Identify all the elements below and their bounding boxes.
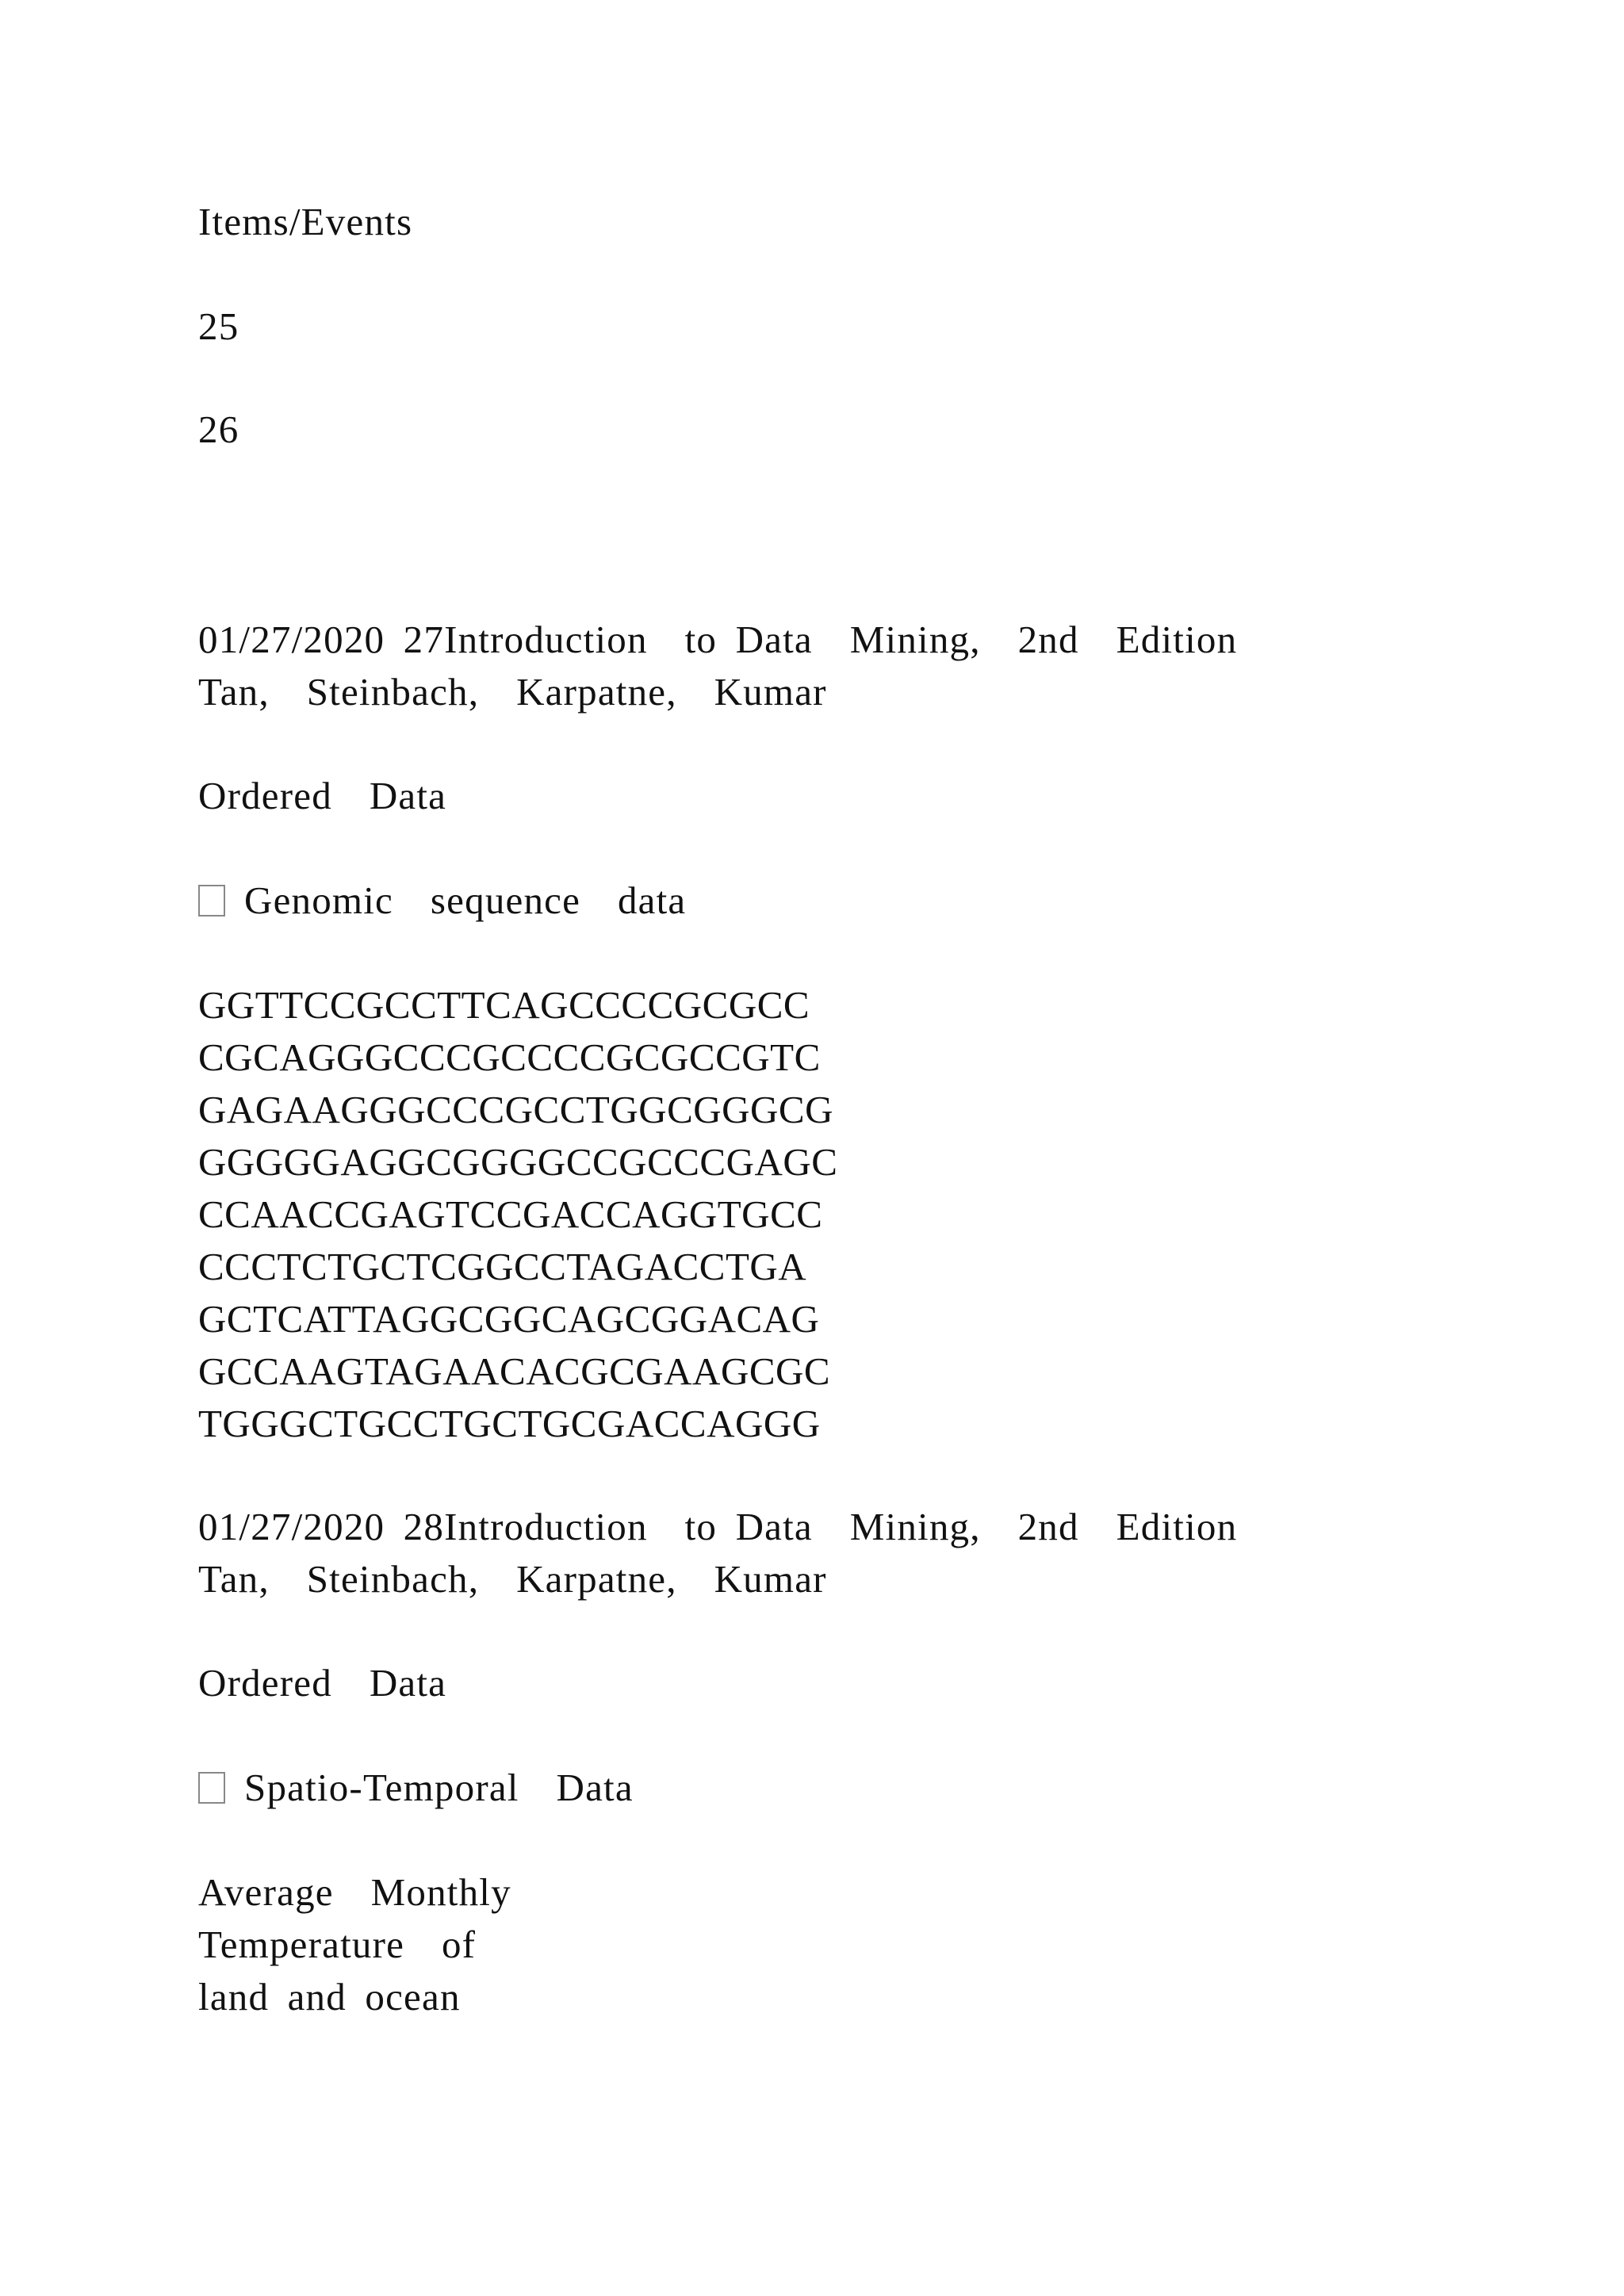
slide28-title: Ordered Data bbox=[198, 1661, 447, 1705]
sequence-line: GGGGGAGGCGGGGCCGCCCGAGC bbox=[198, 1140, 838, 1184]
sequence-line: GCTCATTAGGCGGCAGCGGACAG bbox=[198, 1297, 820, 1341]
sequence-line: GAGAAGGGCCCGCCTGGCGGGCG bbox=[198, 1088, 834, 1131]
slide27-bullet bbox=[198, 874, 686, 927]
slide27-bullet-text: Genomic sequence data bbox=[244, 878, 687, 922]
sequence-line: GCCAAGTAGAACACGCGAAGCGC bbox=[198, 1349, 831, 1393]
slide28-footer-line2: Tan, Steinbach, Karpatne, Kumar bbox=[198, 1557, 827, 1601]
caption-line: land and ocean bbox=[198, 1975, 461, 2019]
sequence-line: CCCTCTGCTCGGCCTAGACCTGA bbox=[198, 1245, 807, 1288]
sequence-line: CCAACCGAGTCCGACCAGGTGCC bbox=[198, 1192, 823, 1236]
box-glyph-icon bbox=[198, 1772, 225, 1804]
slide28-footer-line1: 01/27/2020 28Introduction to Data Mining, 2nd Edition bbox=[198, 1505, 1238, 1548]
slide27-footer-line1: 01/27/2020 27Introduction to Data Mining, 2nd Edition bbox=[198, 618, 1238, 661]
page-number-26: 26 bbox=[198, 408, 239, 451]
sequence-line: GGTTCCGCCTTCAGCCCCGCGCC bbox=[198, 983, 810, 1027]
slide27-title: Ordered Data bbox=[198, 774, 447, 817]
items-events-heading: Items/Events bbox=[198, 200, 413, 243]
sequence-line: CGCAGGGCCCGCCCCGCGCCGTC bbox=[198, 1035, 821, 1079]
caption-line: Temperature of bbox=[198, 1923, 477, 1966]
sequence-line: TGGGCTGCCTGCTGCGACCAGGG bbox=[198, 1402, 821, 1445]
page-number-25: 25 bbox=[198, 304, 239, 348]
slide28-bullet bbox=[198, 1762, 634, 1814]
caption-line: Average Monthly bbox=[198, 1870, 511, 1914]
slide27-footer-line2: Tan, Steinbach, Karpatne, Kumar bbox=[198, 670, 827, 714]
slide28-bullet-text: Spatio-Temporal Data bbox=[244, 1766, 634, 1809]
box-glyph-icon bbox=[198, 885, 225, 916]
